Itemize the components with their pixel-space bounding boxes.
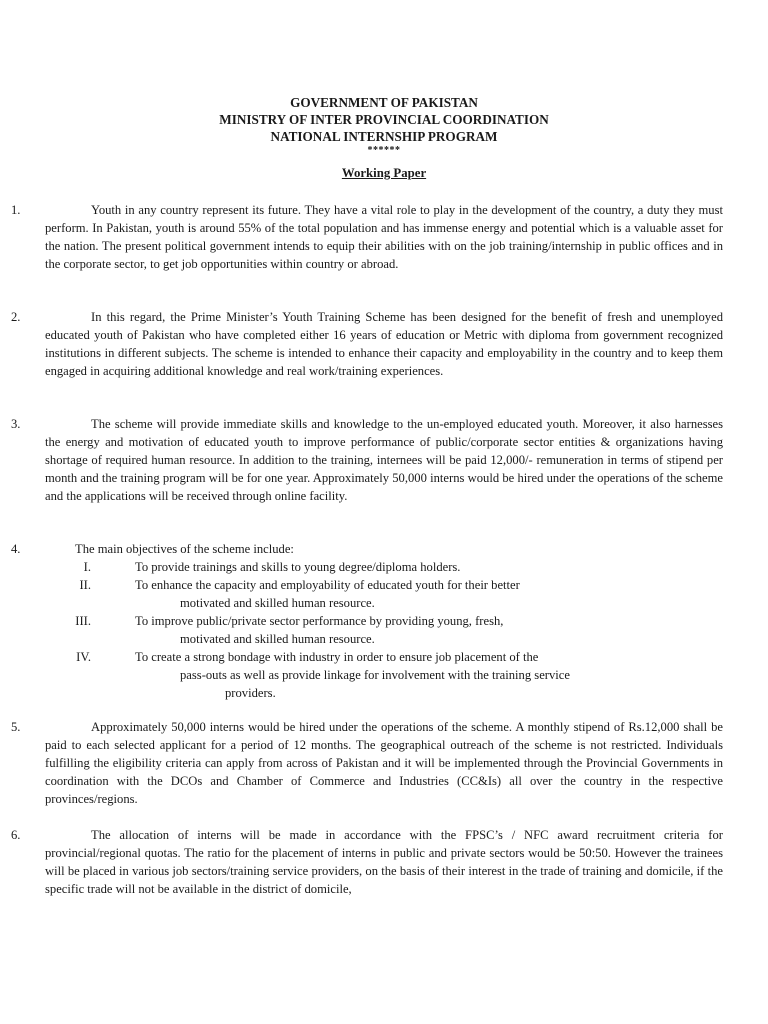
objectives-intro: The main objectives of the scheme include:: [75, 542, 294, 556]
paragraph-text: Youth in any country represent its future. They have a vital role to play in the development of the country, a duty they must perform. In Pakistan, youth is around 55% of the total population and has immense energy and potential which is a valuable asset for the nation. The present political government intends to equip their abilities with on the job training/internship in public offices and in the corporate sector, to get job opportunities within country or abroad.: [45, 203, 723, 271]
objective-text-continued: motivated and skilled human resource.: [180, 596, 375, 610]
objective-numeral: II.: [79, 578, 91, 592]
objective-text: To provide trainings and skills to young degree/diploma holders.: [135, 560, 461, 574]
header-government: GOVERNMENT OF PAKISTAN: [290, 95, 478, 110]
objective-text-continued: motivated and skilled human resource.: [180, 632, 375, 646]
paragraph-5: [11, 718, 723, 808]
paragraph-1: [11, 201, 723, 273]
objective-numeral: III.: [75, 614, 91, 628]
objective-text-continued: providers.: [225, 686, 276, 700]
paragraph-3: [11, 415, 723, 505]
paragraph-text: Approximately 50,000 interns would be hired under the operations of the scheme. A monthly stipend of Rs.12,000 shall be paid to each selected applicant for a period of 12 months. The geographical outreach of the scheme is not restricted. Individuals fulfilling the eligibility criteria can apply from across of Pakistan and it will be implemented through the Provincial Governments in coordination with the DCOs and Chamber of Commerce and Industries (CC&Is) all over the country in the respective provinces/regions.: [45, 720, 723, 806]
objective-numeral: I.: [83, 560, 91, 574]
paragraph-text: In this regard, the Prime Minister’s Youth Training Scheme has been designed for the benefit of fresh and unemployed educated youth of Pakistan who have completed either 16 years of education or Metric with diploma from government recognized institutions in different subjects. The scheme is intended to enhance their capacity and employability in the country and to keep them engaged in acquiring additional knowledge and real work/training experiences.: [45, 310, 723, 378]
paragraph-number: 3.: [11, 417, 21, 431]
paragraph-number: 2.: [11, 310, 21, 324]
objective-text: To improve public/private sector performance by providing young, fresh,: [135, 614, 504, 628]
header-stars: ******: [367, 145, 401, 156]
paragraph-2: [11, 308, 723, 380]
header-program: NATIONAL INTERNSHIP PROGRAM: [270, 129, 498, 144]
paragraph-number: 4.: [11, 542, 21, 556]
paragraph-number: 5.: [11, 720, 21, 734]
paragraph-text: The allocation of interns will be made in accordance with the FPSC’s / NFC award recruitment criteria for provincial/regional quotas. The ratio for the placement of interns in public and private sectors would be 50:50. However the trainees will be placed in various job sectors/training service providers, on the basis of their interest in the trade of training and domicile, if the specific trade will not be available in the district of domicile,: [45, 828, 723, 896]
paragraph-number: 6.: [11, 828, 21, 842]
paragraph-6: [11, 826, 723, 898]
paragraph-number: 1.: [11, 203, 21, 217]
objective-text: To create a strong bondage with industry in order to ensure job placement of the: [135, 650, 539, 664]
document-header: [0, 94, 768, 182]
paragraph-text: The scheme will provide immediate skills and knowledge to the un-employed educated youth. Moreover, it also harnesses the energy and motivation of educated youth to improve performance of public/corporate sector entities & organizations having shortage of required human resource. In addition to the training, internees will be paid 12,000/- remuneration in terms of stipend per month and the training program will be for one year. Approximately 50,000 interns would be hired under the operations of the scheme and the applications will be received through online facility.: [45, 417, 723, 503]
working-paper-title: Working Paper: [341, 166, 427, 180]
objective-text-continued: pass-outs as well as provide linkage for involvement with the training service: [180, 668, 570, 682]
header-ministry: MINISTRY OF INTER PROVINCIAL COORDINATION: [219, 112, 549, 127]
objective-text: To enhance the capacity and employability of educated youth for their better: [135, 578, 520, 592]
objective-numeral: IV.: [76, 650, 91, 664]
